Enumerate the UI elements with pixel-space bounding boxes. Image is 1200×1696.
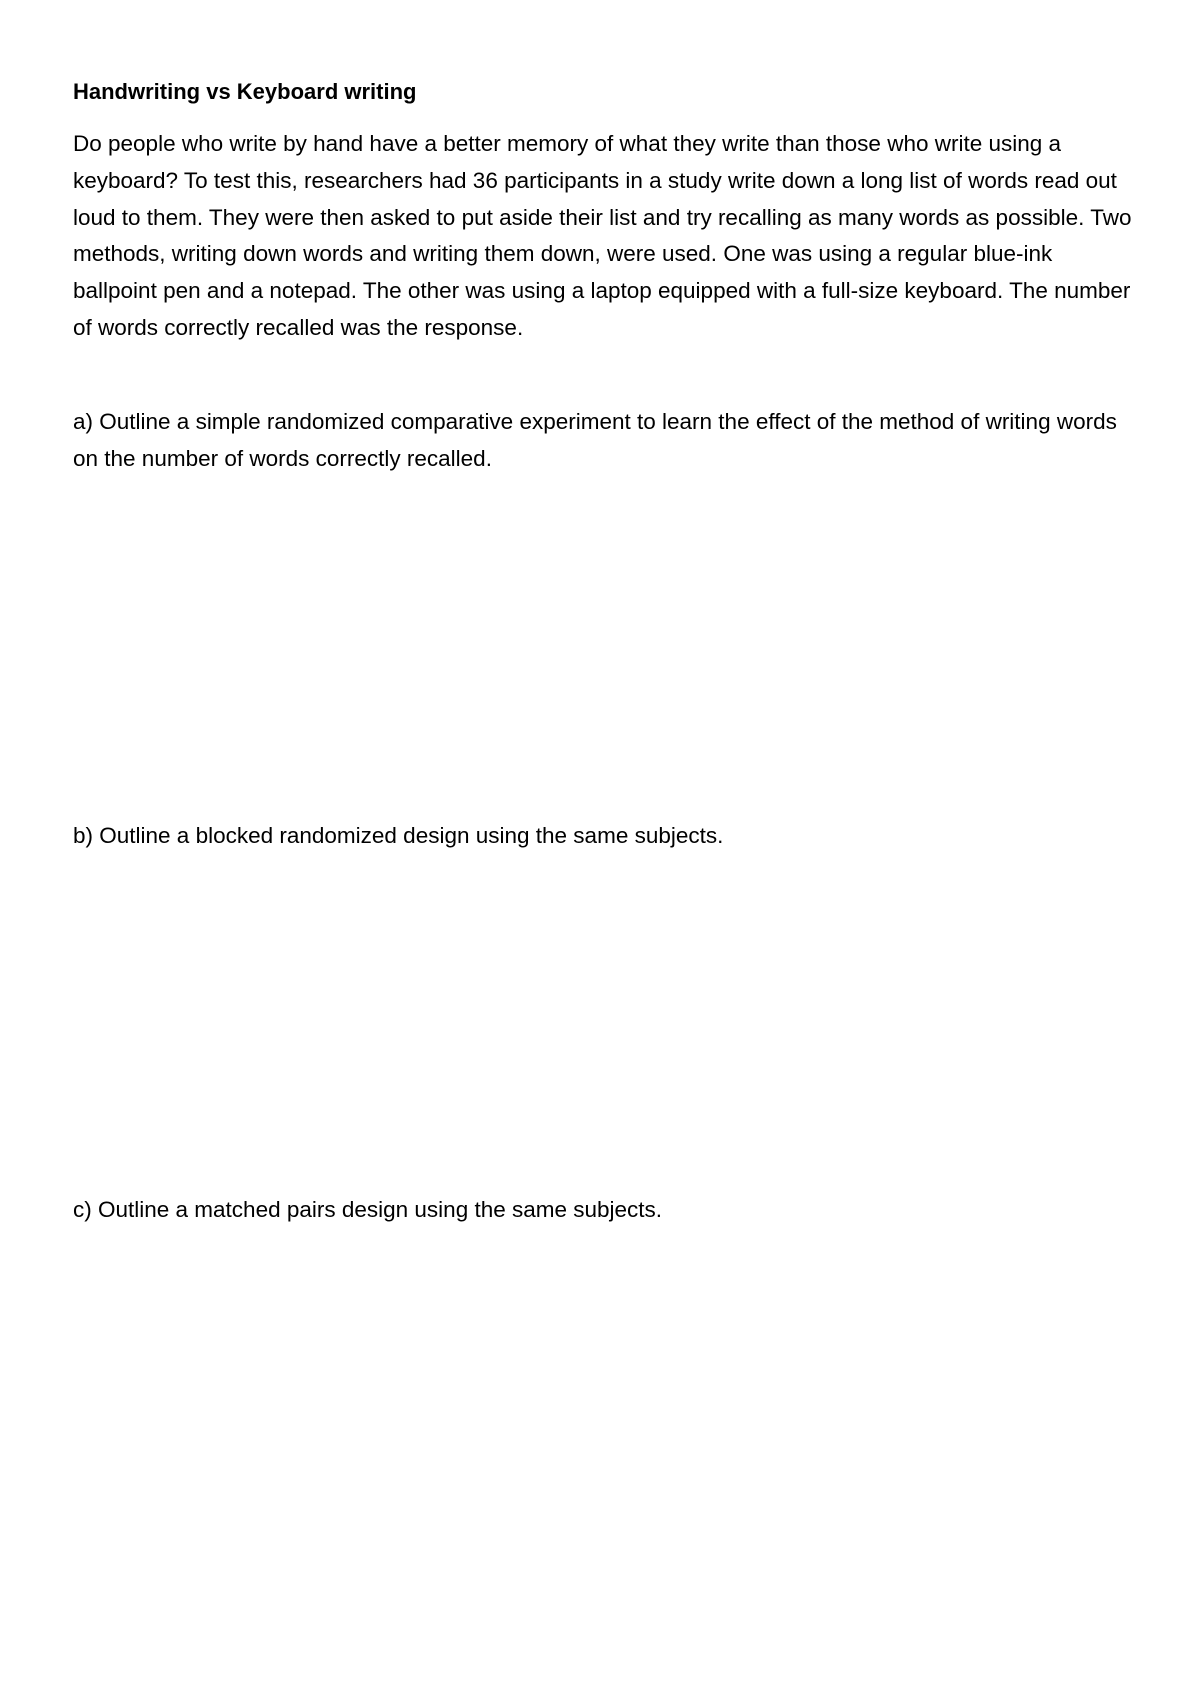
document-title: Handwriting vs Keyboard writing xyxy=(73,79,417,104)
intro-paragraph: Do people who write by hand have a better memory of what they write than those who write using a keyboard? To test this, researchers had 36 participants in a study write down a long list of words read out loud to them. They were then asked to put aside their list and try recalling as many words as possible. Two methods, writing down words and writing them down, were used. One was using a regular blue-ink ballpoint pen and a notepad. The other was using a laptop equipped with a full-size keyboard. The number of words correctly recalled was the response. xyxy=(73,131,1132,340)
question-b: b) Outline a blocked randomized design using the same subjects. xyxy=(73,823,724,848)
question-c: c) Outline a matched pairs design using the same subjects. xyxy=(73,1197,663,1222)
question-a: a) Outline a simple randomized comparative experiment to learn the effect of the method of writing words on the number of words correctly recalled. xyxy=(73,409,1117,471)
document-body xyxy=(73,72,1133,347)
